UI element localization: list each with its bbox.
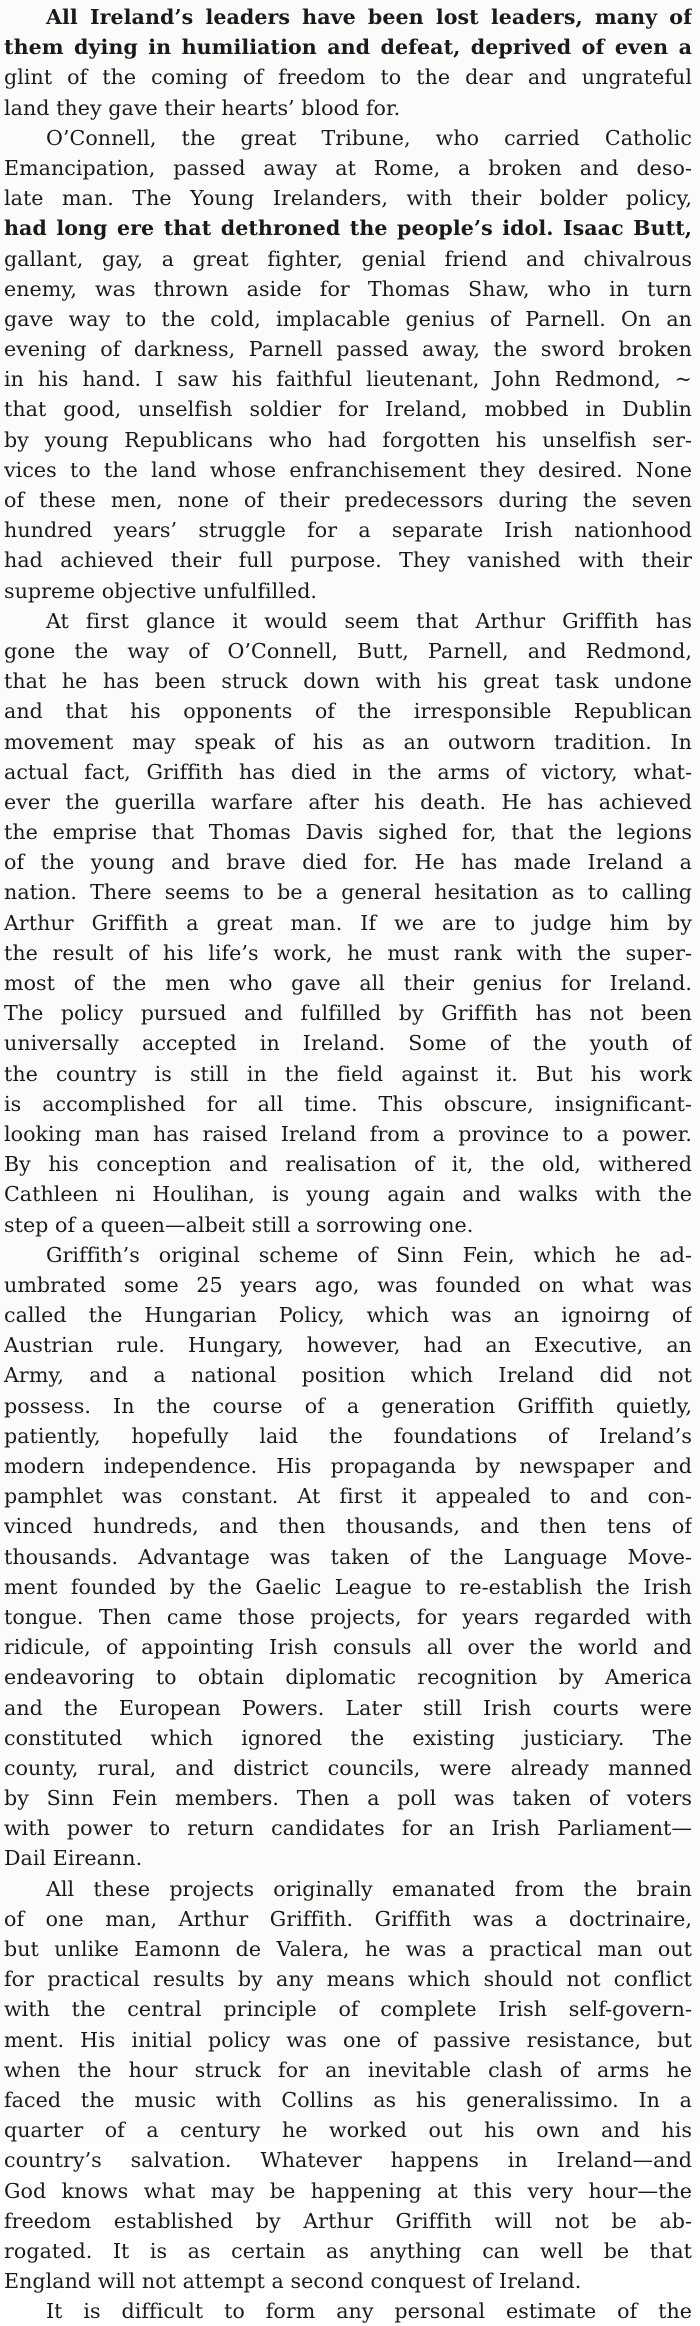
text-line: Cathleen ni Houlihan, is young again and walks with the — [4, 1182, 692, 1207]
text-line: vinced hundreds, and then thousands, and then tens of — [4, 1514, 692, 1539]
text-line: with power to return candidates for an Irish Parliament— — [4, 1816, 692, 1841]
text-line: that he has been struck down with his great task undone — [4, 669, 692, 694]
paragraph-brain-of-one-man — [4, 1874, 692, 2297]
text-line: Army, and a national position which Ireland did not — [4, 1363, 692, 1388]
text-line: in his hand. I saw his faithful lieutenant, John Redmond, ~ — [4, 367, 692, 392]
text-line: ever the guerilla warfare after his death. He has achieved — [4, 789, 692, 814]
text-line: It is difficult to form any personal estimate of the — [46, 2299, 692, 2324]
text-line: freedom established by Arthur Griffith will not be ab- — [4, 2208, 692, 2233]
text-line: is accomplished for all time. This obscure, insignificant- — [4, 1091, 692, 1116]
text-line: step of a queen—albeit still a sorrowing one. — [4, 1212, 474, 1237]
text-line: ment founded by the Gaelic League to re-establish the Irish — [4, 1574, 692, 1599]
text-line: umbrated some 25 years ago, was founded on what was — [4, 1272, 692, 1297]
text-line: the emprise that Thomas Davis sighed for, that the legions — [4, 820, 692, 845]
text-line: of one man, Arthur Griffith. Griffith was a doctrinaire, — [4, 1906, 692, 1931]
text-line: and the European Powers. Later still Irish courts were — [4, 1695, 692, 1720]
text-line: quarter of a century he worked out his own and his — [4, 2118, 692, 2143]
text-line: glint of the coming of freedom to the dear and ungrateful — [4, 65, 692, 90]
text-line: when the hour struck for an inevitable clash of arms he — [4, 2057, 692, 2082]
text-line: Arthur Griffith a great man. If we are to judge him by — [4, 910, 692, 935]
text-line: the country is still in the field against it. But his work — [4, 1061, 692, 1086]
text-line: gallant, gay, a great fighter, genial friend and chivalrous — [4, 246, 692, 271]
text-line: looking man has raised Ireland from a province to a power. — [4, 1121, 692, 1146]
text-line: possess. In the course of a generation Griffith quietly, — [4, 1393, 692, 1418]
text-line: O’Connell, the great Tribune, who carried Catholic — [46, 125, 692, 150]
text-line: England will not attempt a second conquest of Ireland. — [4, 2269, 582, 2294]
text-line: supreme objective unfulfilled. — [4, 578, 318, 603]
text-line: by young Republicans who had forgotten his unselfish ser- — [4, 427, 692, 452]
text-line: ment. His initial policy was one of passive resistance, but — [4, 2027, 692, 2052]
text-line: God knows what may be happening at this very hour—the — [4, 2178, 692, 2203]
text-line: ridicule, of appointing Irish consuls all over the world and — [4, 1635, 692, 1660]
text-line: Griffith’s original scheme of Sinn Fein, which he ad- — [46, 1242, 692, 1267]
text-line: gave way to the cold, implacable genius of Parnell. On an — [4, 306, 692, 331]
paragraph-personal-estimate — [4, 2296, 692, 2326]
text-line: gone the way of O’Connell, Butt, Parnell, and Redmond, — [4, 638, 692, 663]
text-line: land they gave their hearts’ blood for. — [4, 95, 401, 120]
text-line: and that his opponents of the irresponsible Republican — [4, 699, 692, 724]
text-line: evening of darkness, Parnell passed away, the sword broken — [4, 337, 692, 362]
text-line: vices to the land whose enfranchisement they desired. None — [4, 457, 692, 482]
text-line: Dail Eireann. — [4, 1846, 143, 1871]
text-line: movement may speak of his as an outworn tradition. In — [4, 729, 692, 754]
text-line: Emancipation, passed away at Rome, a broken and deso- — [4, 155, 692, 180]
text-line: universally accepted in Ireland. Some of the youth of — [4, 1031, 692, 1056]
text-line: endeavoring to obtain diplomatic recognition by America — [4, 1665, 692, 1690]
text-line: late man. The Young Irelanders, with their bolder policy, — [4, 186, 692, 211]
text-line: most of the men who gave all their genius for Ireland. — [4, 971, 692, 995]
text-line: that good, unselfish soldier for Ireland, mobbed in Dublin — [4, 397, 692, 422]
text-line: by Sinn Fein members. Then a poll was taken of voters — [4, 1786, 692, 1811]
text-line: nation. There seems to be a general hesitation as to calling — [4, 880, 692, 905]
text-line: enemy, was thrown aside for Thomas Shaw, who in turn — [4, 276, 692, 301]
text-line: with the central principle of complete Irish self-govern- — [4, 1997, 692, 2022]
text-line: All these projects originally emanated from the brain — [46, 1876, 692, 1901]
article-column — [4, 2, 692, 2326]
paragraph-sinn-fein-scheme — [4, 1240, 692, 1874]
text-line: constituted which ignored the existing justiciary. The — [4, 1725, 692, 1750]
text-line: hundred years’ struggle for a separate Irish nationhood — [4, 518, 692, 543]
text-line: for practical results by any means which should not conflict — [4, 1967, 692, 1992]
text-line: of the young and brave died for. He has made Ireland a — [4, 850, 692, 875]
text-line: had long ere that dethroned the people’s idol. Isaac Butt, — [4, 216, 692, 241]
text-line: patiently, hopefully laid the foundations of Ireland’s — [4, 1423, 692, 1448]
text-line: rogated. It is as certain as anything can well be that — [4, 2238, 692, 2263]
text-line: The policy pursued and fulfilled by Griffith has not been — [4, 1001, 692, 1026]
text-line: tongue. Then came those projects, for years regarded with — [4, 1604, 692, 1629]
text-line: county, rural, and district councils, were already manned — [4, 1755, 692, 1780]
text-line: had achieved their full purpose. They vanished with their — [4, 548, 692, 573]
text-line: At first glance it would seem that Arthur Griffith has — [46, 608, 692, 633]
text-line: the result of his life’s work, he must rank with the super- — [4, 940, 692, 965]
text-line: of these men, none of their predecessors during the seven — [4, 488, 692, 512]
text-line: faced the music with Collins as his generalissimo. In a — [4, 2087, 692, 2112]
text-line: actual fact, Griffith has died in the arms of victory, what- — [4, 759, 692, 784]
paragraph-griffith-victory — [4, 606, 692, 1240]
text-line: them dying in humiliation and defeat, deprived of even a — [4, 35, 692, 60]
text-line: thousands. Advantage was taken of the Language Move- — [4, 1544, 692, 1569]
text-line: Austrian rule. Hungary, however, had an Executive, an — [4, 1333, 692, 1358]
text-line: called the Hungarian Policy, which was an ignoirng of — [4, 1303, 692, 1328]
text-line: country’s salvation. Whatever happens in Ireland—and — [4, 2148, 692, 2173]
text-line: modern independence. His propaganda by newspaper and — [4, 1454, 692, 1478]
text-line: pamphlet was constant. At first it appealed to and con- — [4, 1484, 692, 1509]
paragraph-lost-leaders — [4, 2, 692, 123]
paragraph-oconnell — [4, 123, 692, 606]
text-line: All Ireland’s leaders have been lost leaders, many of — [46, 5, 692, 29]
text-line: but unlike Eamonn de Valera, he was a practical man out — [4, 1937, 692, 1961]
text-line: By his conception and realisation of it, the old, withered — [4, 1152, 692, 1177]
